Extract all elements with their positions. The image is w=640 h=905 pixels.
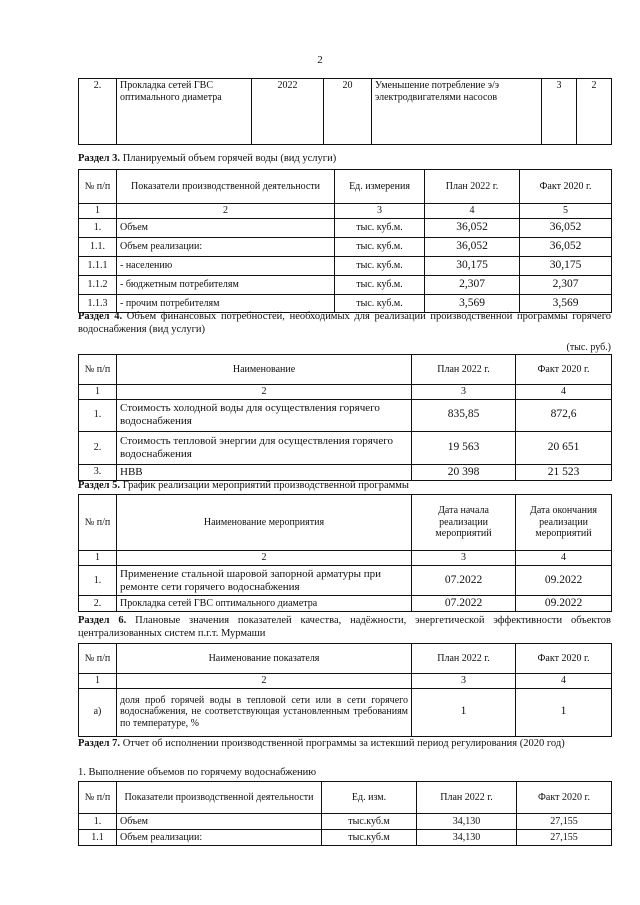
index-row [79,674,612,689]
page-number: 2 [317,54,323,66]
cell: Объем реализации: [117,830,322,846]
cell: 3,569 [520,295,612,313]
cell: 1.1.3 [79,295,117,313]
section5-table [78,494,612,612]
cell: доля проб горячей воды в тепловой сети или в сети горячего водоснабжения, не соответствующая установленным требованиям по температуре, % [117,688,412,736]
cell: 19 563 [412,431,516,464]
header-number: № п/п [79,170,117,204]
header-unit: Ед. изм. [322,782,417,814]
cell: 1. [79,814,117,830]
index-cell: 4 [516,551,612,566]
cell: - прочим потребителям [117,295,335,313]
cell: тыс. куб.м. [335,276,425,295]
header-measure: Наименование мероприятия [117,495,412,551]
measure-effect: Уменьшение потребление э/э электродвигателями насосов [372,79,542,145]
measure-col7: 2 [577,79,612,145]
section7-table [78,781,612,846]
section4-table [78,354,612,481]
cell: 34,130 [417,830,517,846]
cell: 20 651 [516,431,612,464]
cell: 1. [79,566,117,596]
header-plan: План 2022 г. [425,170,520,204]
cell: 1. [79,219,117,238]
header-fact: Факт 2020 г. [516,644,612,674]
cell: 1.1. [79,238,117,257]
index-cell: 4 [516,385,612,400]
cell: 27,155 [517,830,612,846]
cell: 36,052 [425,238,520,257]
table-row [79,814,612,830]
header-plan: План 2022 г. [412,355,516,385]
measure-value: 20 [324,79,372,145]
cell: тыс. куб.м. [335,219,425,238]
cell: 34,130 [417,814,517,830]
header-number: № п/п [79,495,117,551]
section3-table [78,169,612,313]
table-row [79,399,612,431]
index-cell: 3 [335,204,425,219]
cell: а) [79,688,117,736]
table-row [79,257,612,276]
measures-table-continuation [78,78,612,145]
cell: 1 [516,688,612,736]
table-row [79,464,612,480]
cell: Объем реализации: [117,238,335,257]
index-row [79,204,612,219]
index-cell: 2 [117,674,412,689]
cell: 1. [79,399,117,431]
cell: 1.1.1 [79,257,117,276]
cell: 36,052 [520,238,612,257]
table-row [79,596,612,612]
cell: 872,6 [516,399,612,431]
section6-heading: Раздел 6. Плановые значения показателей качества, надёжности, энергетической эффективности объектов централизованных систем п.г.т. Мурмаши [78,615,611,640]
cell: Объем [117,219,335,238]
cell: 3,569 [425,295,520,313]
index-cell: 4 [516,674,612,689]
section3-heading: Раздел 3. Планируемый объем горячей воды (вид услуги) [78,153,337,164]
table-header-row [79,170,612,204]
cell: 20 398 [412,464,516,480]
section7-subtitle: 1. Выполнение объемов по горячему водоснабжению [78,767,317,778]
index-cell: 3 [412,385,516,400]
cell: 2. [79,596,117,612]
measure-name: Прокладка сетей ГВС оптимального диаметра [117,79,252,145]
row-number: 2. [79,79,117,145]
section7-heading: Раздел 7. Отчет об исполнении производственной программы за истекший период регулирования (2020 год) [78,738,565,749]
cell: 30,175 [425,257,520,276]
measure-year: 2022 [252,79,324,145]
cell: 835,85 [412,399,516,431]
table-header-row [79,355,612,385]
cell: 1.1 [79,830,117,846]
header-fact: Факт 2020 г. [517,782,612,814]
table-row [79,276,612,295]
index-row [79,385,612,400]
cell: 09.2022 [516,566,612,596]
header-unit: Ед. измерения [335,170,425,204]
table-row [79,79,612,145]
cell: Стоимость холодной воды для осуществления горячего водоснабжения [117,399,412,431]
table-row [79,566,612,596]
table-header-row [79,644,612,674]
cell: 21 523 [516,464,612,480]
index-cell: 3 [412,551,516,566]
table-row [79,688,612,736]
section4-unit: (тыс. руб.) [566,342,611,353]
table-row [79,238,612,257]
cell: 36,052 [520,219,612,238]
cell: 2,307 [425,276,520,295]
cell: тыс.куб.м [322,830,417,846]
cell: 09.2022 [516,596,612,612]
index-cell: 5 [520,204,612,219]
cell: Прокладка сетей ГВС оптимального диаметра [117,596,412,612]
table-row [79,830,612,846]
table-row [79,219,612,238]
cell: 36,052 [425,219,520,238]
header-end-date: Дата окончания реализации мероприятий [516,495,612,551]
header-indicator: Показатели производственной деятельности [117,170,335,204]
cell: тыс. куб.м. [335,257,425,276]
cell: Стоимость тепловой энергии для осуществления горячего водоснабжения [117,431,412,464]
index-cell: 1 [79,551,117,566]
cell: тыс. куб.м. [335,295,425,313]
index-cell: 2 [117,385,412,400]
index-cell: 1 [79,674,117,689]
cell: - населению [117,257,335,276]
header-number: № п/п [79,644,117,674]
cell: 1.1.2 [79,276,117,295]
cell: 07.2022 [412,596,516,612]
cell: - бюджетным потребителям [117,276,335,295]
header-indicator: Наименование показателя [117,644,412,674]
cell: 07.2022 [412,566,516,596]
cell: 3. [79,464,117,480]
cell: 2. [79,431,117,464]
cell: Применение стальной шаровой запорной арматуры при ремонте сети горячего водоснабжения [117,566,412,596]
section6-table [78,643,612,737]
cell: 30,175 [520,257,612,276]
section4-heading: Раздел 4. Объем финансовых потребностей, необходимых для реализации производственной программы горячего водоснабжения (вид услуги) [78,311,611,336]
index-cell: 1 [79,385,117,400]
index-row [79,551,612,566]
cell: 27,155 [517,814,612,830]
cell: тыс.куб.м [322,814,417,830]
index-cell: 1 [79,204,117,219]
header-start-date: Дата начала реализации мероприятий [412,495,516,551]
header-fact: Факт 2020 г. [520,170,612,204]
cell: НВВ [117,464,412,480]
cell: Объем [117,814,322,830]
cell: 2,307 [520,276,612,295]
header-fact: Факт 2020 г. [516,355,612,385]
header-indicator: Показатели производственной деятельности [117,782,322,814]
table-row [79,431,612,464]
header-number: № п/п [79,355,117,385]
index-cell: 2 [117,551,412,566]
header-plan: План 2022 г. [417,782,517,814]
table-header-row [79,782,612,814]
index-cell: 2 [117,204,335,219]
cell: тыс. куб.м. [335,238,425,257]
table-header-row [79,495,612,551]
cell: 1 [412,688,516,736]
section5-heading: Раздел 5. График реализации мероприятий производственной программы [78,480,409,491]
header-plan: План 2022 г. [412,644,516,674]
measure-col6: 3 [542,79,577,145]
index-cell: 4 [425,204,520,219]
header-name: Наименование [117,355,412,385]
index-cell: 3 [412,674,516,689]
header-number: № п/п [79,782,117,814]
